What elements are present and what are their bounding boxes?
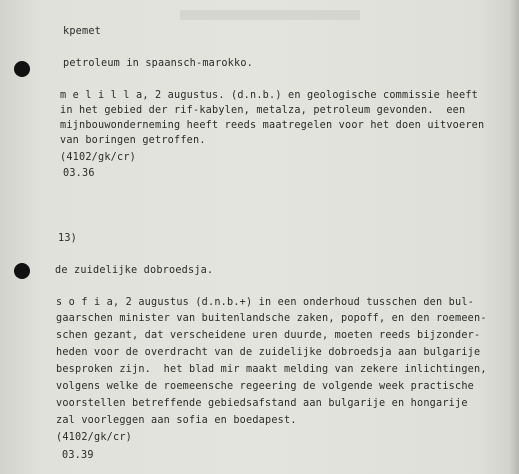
faded-stamp: [180, 10, 360, 20]
article2-line: gaarschen minister van buitenlandsche zaken, popoff, en den roemeen-: [56, 313, 487, 324]
article2-line: heden voor de overdracht van de zuidelijke dobroedsja aan bulgarije: [56, 347, 481, 358]
header-code: kpemet: [63, 26, 102, 37]
article2-line: besproken zijn. het blad mir maakt melding van zekere inlichtingen,: [56, 364, 487, 375]
article2-line: volgens welke de roemeensche regeering de volgende week practische: [56, 381, 475, 392]
article1-time: 03.36: [63, 168, 95, 179]
article2-line: s o f i a, 2 augustus (d.n.b.+) in een onderhoud tusschen den bul-: [56, 297, 475, 308]
article1-title: petroleum in spaansch-marokko.: [63, 58, 254, 69]
article2-number: 13): [58, 233, 78, 244]
article1-line: m e l i l l a, 2 augustus. (d.n.b.) en geologische commissie heeft: [60, 90, 479, 101]
article2-title: de zuidelijke dobroedsja.: [55, 265, 214, 276]
article1-line: van boringen getroffen.: [60, 135, 206, 146]
article1-ref: (4102/gk/cr): [60, 152, 137, 163]
article2-ref: (4102/gk/cr): [56, 432, 133, 443]
article2-line: zal voorleggen aan sofia en boedapest.: [56, 415, 297, 426]
article2-line: voorstellen betreffende gebiedsafstand aan bulgarije en hongarije: [56, 398, 468, 409]
article1-line: mijnbouwonderneming heeft reeds maatregelen voor het doen uitvoeren: [60, 120, 485, 131]
punch-hole-top: [14, 61, 30, 77]
article1-line: in het gebied der rif-kabylen, metalza, petroleum gevonden. een: [60, 105, 466, 116]
article2-time: 03.39: [62, 450, 94, 461]
article2-line: schen gezant, dat verscheidene uren duurde, moeten reeds bijzonder-: [56, 330, 481, 341]
paper-edge-shadow: [509, 0, 519, 474]
punch-hole-bottom: [14, 263, 30, 279]
